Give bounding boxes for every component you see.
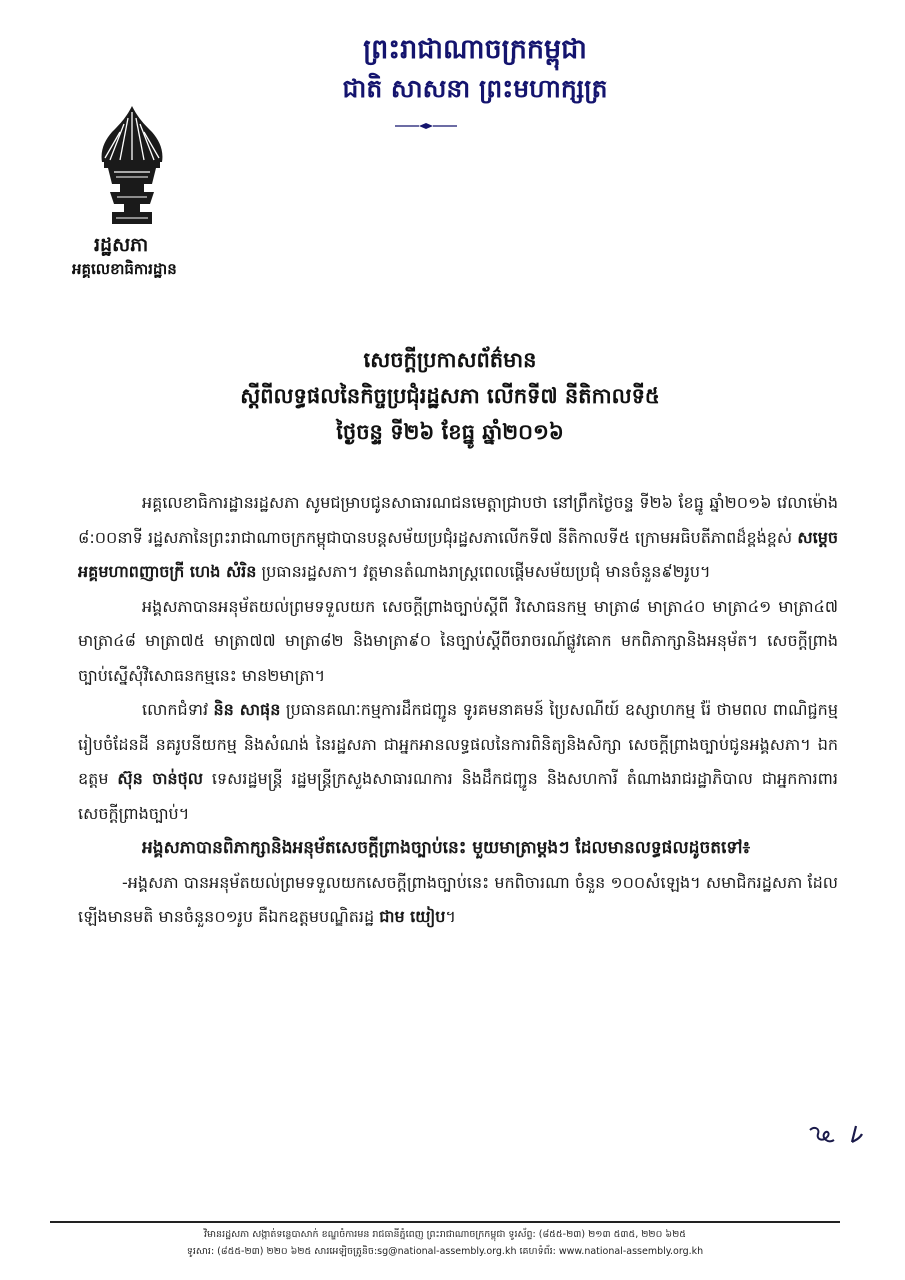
paragraph-3-text-c: ទេសរដ្ឋមន្ត្រី រដ្ឋមន្ត្រីក្រសួងសាធារណការ និងដឹកជញ្ជូន និងសហការី តំណាងរាជរដ្ឋាភិបាល ជាអ្នកការពារសេចក្តីព្រាងច្បាប់។ [78, 769, 838, 823]
paragraph-3-bold-1: និន សាផុន [213, 700, 281, 719]
result-item-bold: ជាម យៀប [379, 907, 446, 926]
results-heading: អង្គសភាបានពិភាក្សានិងអនុម័តសេចក្តីព្រាងច្បាប់នេះ មួយមាត្រាម្តងៗ ដែលមានលទ្ធផលដូចតទៅ៖ [142, 838, 751, 858]
paragraph-1-text-a: អគ្គលេខាធិការដ្ឋានរដ្ឋសភា សូមជម្រាបជូនសាធារណជនមេត្តាជ្រាបថា នៅព្រឹកថ្ងៃចន្ទ ទី២៦ ខែធ្នូ ឆ្នាំ២០១៦ វេលាម៉ោង ៨:០០នាទី រដ្ឋសភានៃព្រះរាជាណាចក្រកម្ពុជាបានបន្តសម័យប្រជុំរដ្ឋសភាលើកទី៧ នីតិកាលទី៥ ក្រោមអធិបតីភាពដ៏ខ្ពង់ខ្ពស់ [78, 493, 838, 547]
document-body [78, 486, 838, 935]
initials-signature-icon [804, 1120, 874, 1150]
result-item [78, 866, 838, 935]
paragraph-1 [78, 486, 838, 590]
divider-ornament-icon [395, 122, 457, 130]
kingdom-name: ព្រះរាជាណាចក្រកម្ពុជា [363, 34, 587, 65]
title-line-3: ថ្ងៃចន្ទ ទី២៦ ខែធ្នូ ឆ្នាំ២០១៦ [336, 420, 564, 444]
result-item-text-a: -អង្គសភា បានអនុម័តយល់ព្រមទទួលយកសេចក្តីព្រាងច្បាប់នេះ មកពិចារណា ចំនួន ១០០សំឡេង។ សមាជិករដ្ឋសភា ដែលឡើងមានមតិ មានចំនួន០១រូប គឺឯកឧត្តមបណ្ឌិតរដ្ឋ [78, 872, 838, 926]
organization-name: រដ្ឋសភា [94, 234, 149, 256]
paragraph-1-text-b: ប្រធានរដ្ឋសភា។ វត្តមានតំណាងរាស្ត្រពេលផ្តើមសម័យប្រជុំ មានចំនួន៩២រូប។ [256, 562, 711, 581]
paragraph-2: អង្គសភាបានអនុម័តយល់ព្រមទទួលយក សេចក្តីព្រាងច្បាប់ស្តីពី វិសោធនកម្ម មាត្រា៨ មាត្រា៤០ មាត្រា៤១ មាត្រា៤៧ មាត្រា៤៨ មាត្រា៧៥ មាត្រា៧៧ មាត្រា៨២ និងមាត្រា៩០ នៃច្បាប់ស្តីពីចរាចរណ៍ផ្លូវគោក មកពិភាក្សានិងអនុម័ត។ សេចក្តីព្រាងច្បាប់ស្នើសុំវិសោធនកម្មនេះ មាន២មាត្រា។ [78, 596, 838, 685]
title-line-1: សេចក្តីប្រកាសព័ត៌មាន [363, 348, 537, 372]
letterhead-kingdom [250, 30, 700, 108]
footer-address: វិមានរដ្ឋសភា សង្កាត់ទន្លេបាសាក់ ខណ្ឌចំការមន រាជធានីភ្នំពេញ ព្រះរាជាណាចក្រកម្ពុជា ទូរស័ព្ទ: (៨៥៥-២៣) ២១៣ ៥៣៥, ២២០ ៦២៥ [204, 1229, 686, 1240]
footer-fax-email-web: ទូរសារ: (៨៥៥-២៣) ២២០ ៦២៥ សារអេឡិចត្រូនិច:sg@national-assembly.org.kh គេហទំព័រ: www.national-assembly.org.kh [186, 1246, 704, 1257]
national-assembly-emblem-icon [90, 104, 174, 226]
organization-label [72, 232, 222, 280]
result-item-text-b: ។ [445, 907, 456, 926]
paragraph-3-text-a: លោកជំទាវ [142, 700, 214, 719]
department-name: អគ្គលេខាធិការដ្ឋាន [72, 260, 177, 278]
paragraph-3-bold-2: ស៊ុន ចាន់ថុល [117, 769, 203, 788]
paragraph-3 [78, 693, 838, 831]
footer-contact [50, 1226, 840, 1260]
footer-divider [50, 1221, 840, 1223]
paragraph-3-text-b: ប្រធានគណៈកម្មការដឹកជញ្ជូន ទូរគមនាគមន៍ ប្រៃសណីយ៍ ឧស្សាហកម្ម រ៉ែ ថាមពល ពាណិជ្ជកម្ម រៀបចំដែនដី នគរូបនីយកម្ម និងសំណង់ នៃរដ្ឋសភា ជាអ្នកអានលទ្ធផលនៃការពិនិត្យនិងសិក្សា សេចក្តីព្រាងច្បាប់ជូនអង្គសភា។ ឯកឧត្តម [78, 700, 838, 788]
national-motto: ជាតិ សាសនា ព្រះមហាក្សត្រ [342, 74, 608, 103]
paragraph-1-bold: សម្តេចអគ្គមហាពញាចក្រី ហេង សំរិន [78, 527, 838, 581]
document-title [150, 342, 750, 450]
title-line-2: ស្តីពីលទ្ធផលនៃកិច្ចប្រជុំរដ្ឋសភា លើកទី៧ នីតិកាលទី៥ [240, 384, 660, 408]
